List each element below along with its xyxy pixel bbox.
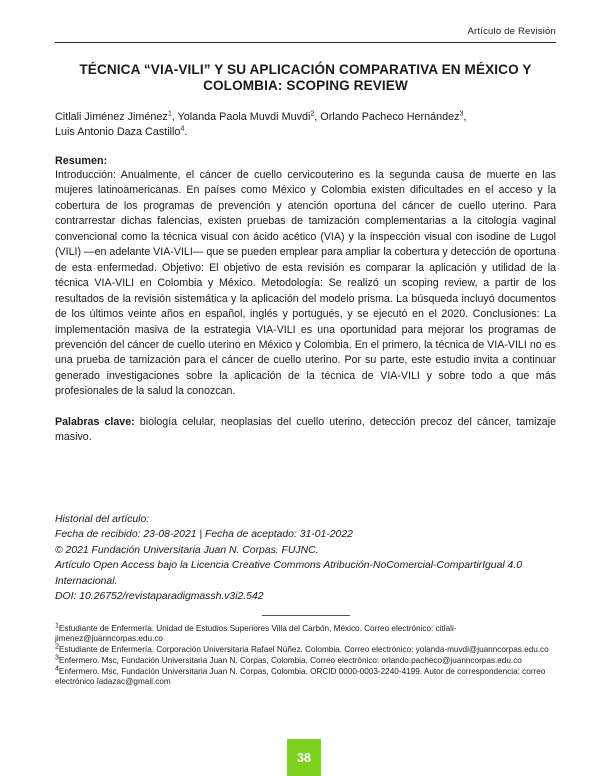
footnote <box>55 645 556 656</box>
author-list <box>55 110 556 139</box>
abstract-text: Introducción: Anualmente, el cáncer de cuello cervicouterino es la segunda causa de muerte en las mujeres latinoamericanas. En países como México y Colombia existen dificultades en el acceso y la cobertura de los programas de prevención y atención oportuna del cáncer de cuello uterino. Para contrarrestar dichas falencias, existen pruebas de tamización complementarias a la citología vaginal convencional como la técnica visual con ácido acético (VIA) y la inspección visual con isodine de Lugol (VILI) —en adelante VIA-VILI— que se pueden emplear para ampliar la cobertura y detección de oportuna de esta enfermedad. Objetivo: El objetivo de esta revisión es comparar la aplicación y utilidad de la técnica VIA-VILI en Colombia y México. Metodología: Se realizó un scoping review, a partir de los resultados de la revisión sistemática y la aplicación del modelo prisma. La búsqueda incluyó documentos de los últimos veinte años en español, inglés y portugués, y se ejecutó en el 2020. Conclusiones: La implementación masiva de la estrategia VIA-VILI es una oportunidad para mejorar los programas de prevención del cáncer de cuello uterino en México y Colombia. En el primero, la técnica de VIA-VILI no es una prueba de tamización para el cáncer de cuello uterino. Por su parte, este estudio invita a continuar generado investigaciones sobre la aplicación de la técnica de VIA-VILI y sobre todo a que más profesionales de la salud la conozcan. <box>55 169 556 398</box>
history-doi: DOI: 10.26752/revistaparadigmassh.v3i2.542 <box>55 591 264 603</box>
history-title: Historial del artículo: <box>55 513 150 525</box>
footnote <box>55 656 556 667</box>
author-separator: . <box>184 125 188 138</box>
keywords-label: Palabras clave: <box>55 415 135 428</box>
author-name: Yolanda Paola Muvdi Muvdi <box>177 111 311 123</box>
keywords-text: biología celular, neoplasias del cuello uterino, detección precoz del cáncer, tamizaje masivo. <box>55 415 556 444</box>
footnote-text: Estudiante de Enfermería. Corporación Universitaria Rafael Núñez. Colombia. Correo electrónico: yolanda-muvdi@juanncorpas.edu.co <box>58 645 549 655</box>
history-copyright: © 2021 Fundación Universitaria Juan N. Corpas. FUJNC. <box>55 544 319 556</box>
footnote-separator <box>262 615 350 616</box>
footnote <box>55 664 556 688</box>
author-name: Citlali Jiménez Jiménez <box>55 111 168 123</box>
author-affiliation-marker: 1 <box>167 110 172 118</box>
history-license: Artículo Open Access bajo la Licencia Creative Commons Atribución-NoComercial-CompartirIgual 4.0 Internacional. <box>55 560 522 587</box>
author-separator: , <box>314 111 321 123</box>
footnotes-block <box>55 621 556 688</box>
footnote-text: Enfermero. Msc, Fundación Universitaria Juan N. Corpas, Colombia. Correo electrónico: orlando.pacheco@juanncorpas.edu.co <box>58 655 522 665</box>
article-history-block <box>55 512 556 605</box>
page-number-badge: 38 <box>287 739 321 776</box>
abstract-heading: Resumen: <box>55 155 108 167</box>
footnote-marker: 2 <box>55 643 59 651</box>
history-dates: Fecha de recibido: 23-08-2021 | Fecha de aceptado: 31-01-2022 <box>55 529 353 541</box>
author-separator: , <box>171 111 178 123</box>
footnote <box>55 621 556 645</box>
author-affiliation-marker: 4 <box>180 124 185 132</box>
footnote-marker: 4 <box>55 664 59 672</box>
keywords-block <box>55 415 556 446</box>
footnote-marker: 3 <box>55 654 59 662</box>
article-type-label: Artículo de Revisión <box>467 26 556 37</box>
author-affiliation-marker: 2 <box>310 110 315 118</box>
author-affiliation-marker: 3 <box>459 110 464 118</box>
footnote-marker: 1 <box>55 621 59 629</box>
author-separator: , <box>463 111 467 123</box>
article-type-header <box>55 26 556 43</box>
footnote-text: Enfermero. Msc, Fundación Universitaria Juan N. Corpas, Colombia. ORCID 0000-0003-2240-4199. Autor de correspondencia: correo electrónico ladazac@gmail.com <box>55 666 546 687</box>
author-name: Orlando Pacheco Hernández <box>320 111 460 123</box>
footnote-text: Estudiante de Enfermería. Unidad de Estudios Superiores Villa del Carbón, México. Correo electrónico: citlali-jimenez@juanncorpas.edu.co <box>55 623 457 644</box>
article-title: TÉCNICA “VIA-VILI” Y SU APLICACIÓN COMPARATIVA EN MÉXICO Y COLOMBIA: SCOPING REVIEW <box>79 62 532 93</box>
author-name: Luis Antonio Daza Castillo <box>55 125 181 138</box>
